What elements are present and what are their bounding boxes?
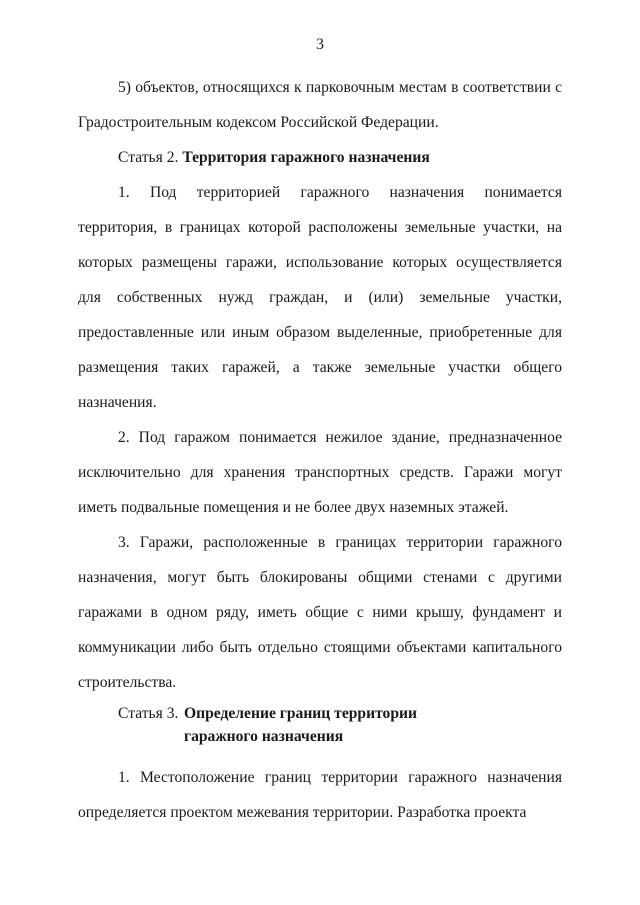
article-2-paragraph-3: 3. Гаражи, расположенные в границах территории гаражного назначения, могут быть блокированы общими стенами с другими гаражами в одном ряду, иметь общие с ними крышу, фундамент и коммуникации либо быть отдельно стоящими объектами капитального строительства. — [78, 534, 562, 691]
article-3-paragraph-1: 1. Местоположение границ территории гаражного назначения определяется проектом межевания территории. Разработка проекта — [78, 769, 562, 821]
article-2-heading — [78, 140, 562, 175]
item-5-paragraph: 5) объектов, относящихся к парковочным местам в соответствии с Градостроительным кодексом Российской Федерации. — [78, 79, 562, 131]
article-2-paragraph-2: 2. Под гаражом понимается нежилое здание, предназначенное исключительно для хранения транспортных средств. Гаражи могут иметь подвальные помещения и не более двух наземных этажей. — [78, 429, 562, 516]
page-number: 3 — [316, 36, 324, 53]
article-2-paragraph-1: 1. Под территорией гаражного назначения понимается территория, в границах которой расположены земельные участки, на которых размещены гаражи, использование которых осуществляется для собственных нужд граждан, и (или) земельные участки, предоставленные или иным образом выделенные, приобретенные для размещения таких гаражей, а также земельные участки общего назначения. — [78, 184, 562, 411]
document-body — [78, 70, 562, 830]
article-3-label: Статья 3. — [118, 705, 179, 722]
article-2-title: Территория гаражного назначения — [182, 149, 430, 166]
article-3-heading — [78, 702, 562, 748]
article-3-title: Определение границ территории гаражного назначения — [184, 705, 417, 745]
article-2-label: Статья 2. — [118, 149, 179, 166]
